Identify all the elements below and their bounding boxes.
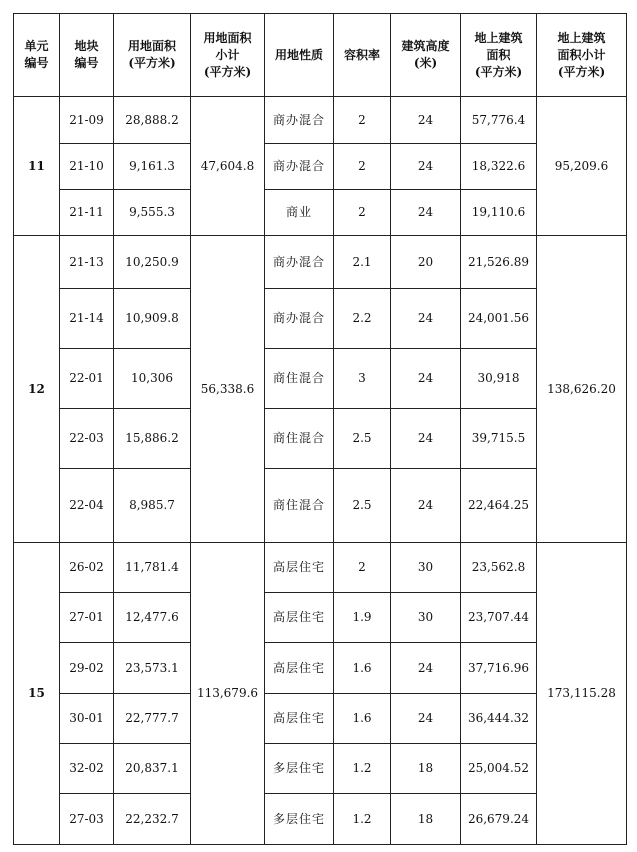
unit-number-cell: 15: [14, 543, 60, 845]
parcel-number-cell: 22-04: [60, 469, 114, 543]
floor-area-cell: 23,562.8: [461, 543, 537, 593]
land-area-cell: 28,888.2: [114, 97, 191, 144]
header-plot-ratio: [334, 14, 391, 97]
land-area-cell: 22,777.7: [114, 694, 191, 744]
floor-area-cell: 23,707.44: [461, 593, 537, 643]
land-area-cell: 23,573.1: [114, 643, 191, 694]
floor-area-cell: 37,716.96: [461, 643, 537, 694]
parcel-number-cell: 21-14: [60, 289, 114, 349]
header-parcel-no: [60, 14, 114, 97]
land-area-cell: 10,306: [114, 349, 191, 409]
header-line: (平方米): [474, 64, 523, 79]
table-row: [14, 593, 627, 643]
header-land-area: [114, 14, 191, 97]
plot-ratio-cell: 2: [334, 97, 391, 144]
table-row: [14, 349, 627, 409]
plot-ratio-cell: 1.6: [334, 643, 391, 694]
header-floor-area: [461, 14, 537, 97]
parcel-number-cell: 29-02: [60, 643, 114, 694]
plot-ratio-cell: 2.2: [334, 289, 391, 349]
land-use-cell: 商业: [265, 190, 334, 236]
parcel-number-cell: 32-02: [60, 744, 114, 794]
parcel-number-cell: 21-13: [60, 236, 114, 289]
building-height-cell: 24: [391, 694, 461, 744]
table-row: [14, 289, 627, 349]
building-height-cell: 30: [391, 593, 461, 643]
land-area-cell: 15,886.2: [114, 409, 191, 469]
building-height-cell: 18: [391, 744, 461, 794]
header-line: 地块: [74, 39, 99, 53]
table-row: [14, 190, 627, 236]
land-area-cell: 9,161.3: [114, 144, 191, 190]
table-row: [14, 543, 627, 593]
floor-area-cell: 22,464.25: [461, 469, 537, 543]
land-use-cell: 商办混合: [265, 236, 334, 289]
header-line: 用地面积: [203, 30, 252, 45]
table-row: [14, 236, 627, 289]
land-area-subtotal-cell: 47,604.8: [191, 97, 265, 236]
building-height-cell: 24: [391, 349, 461, 409]
parcel-number-cell: 26-02: [60, 543, 114, 593]
table-header-row: [14, 14, 627, 97]
land-area-cell: 10,909.8: [114, 289, 191, 349]
land-area-cell: 11,781.4: [114, 543, 191, 593]
building-height-cell: 24: [391, 643, 461, 694]
land-area-cell: 12,477.6: [114, 593, 191, 643]
building-height-cell: 24: [391, 190, 461, 236]
floor-area-cell: 30,918: [461, 349, 537, 409]
table-row: [14, 469, 627, 543]
land-use-cell: 高层住宅: [265, 694, 334, 744]
land-area-subtotal-cell: 56,338.6: [191, 236, 265, 543]
header-line: 面积: [486, 47, 511, 62]
floor-area-cell: 19,110.6: [461, 190, 537, 236]
plot-ratio-cell: 1.2: [334, 744, 391, 794]
parcel-number-cell: 22-03: [60, 409, 114, 469]
plot-ratio-cell: 1.9: [334, 593, 391, 643]
land-use-cell: 高层住宅: [265, 543, 334, 593]
header-line: 用地面积: [127, 39, 176, 53]
header-line: 单元: [24, 39, 49, 53]
table-row: [14, 409, 627, 469]
land-area-cell: 10,250.9: [114, 236, 191, 289]
plot-ratio-cell: 1.2: [334, 794, 391, 845]
building-height-cell: 24: [391, 97, 461, 144]
floor-area-subtotal-cell: 138,626.20: [537, 236, 627, 543]
land-use-cell: 商住混合: [265, 469, 334, 543]
table-row: [14, 744, 627, 794]
header-land-area-subtotal: [191, 14, 265, 97]
floor-area-cell: 36,444.32: [461, 694, 537, 744]
header-floor-area-subtotal: [537, 14, 627, 97]
parcel-number-cell: 30-01: [60, 694, 114, 744]
floor-area-subtotal-cell: 173,115.28: [537, 543, 627, 845]
header-line: 编号: [24, 56, 49, 70]
header-line: 地上建筑: [474, 30, 523, 45]
building-height-cell: 24: [391, 469, 461, 543]
land-area-cell: 8,985.7: [114, 469, 191, 543]
table-row: [14, 643, 627, 694]
header-line: 地上建筑: [557, 30, 606, 45]
header-line: 容积率: [343, 47, 380, 62]
land-area-cell: 9,555.3: [114, 190, 191, 236]
floor-area-cell: 24,001.56: [461, 289, 537, 349]
parcel-number-cell: 27-01: [60, 593, 114, 643]
header-line: 用地性质: [274, 47, 323, 62]
land-use-cell: 商住混合: [265, 409, 334, 469]
floor-area-cell: 26,679.24: [461, 794, 537, 845]
land-use-cell: 高层住宅: [265, 643, 334, 694]
land-use-cell: 多层住宅: [265, 794, 334, 845]
plot-ratio-cell: 2.5: [334, 409, 391, 469]
floor-area-cell: 18,322.6: [461, 144, 537, 190]
building-height-cell: 18: [391, 794, 461, 845]
land-use-cell: 多层住宅: [265, 744, 334, 794]
header-line: (平方米): [557, 64, 606, 79]
header-line: (平方米): [128, 56, 176, 70]
plot-ratio-cell: 1.6: [334, 694, 391, 744]
table-row: [14, 694, 627, 744]
building-height-cell: 20: [391, 236, 461, 289]
land-use-cell: 商办混合: [265, 144, 334, 190]
table-row: [14, 97, 627, 144]
header-line: (米): [413, 56, 438, 70]
header-unit-no: [14, 14, 60, 97]
parcel-number-cell: 21-10: [60, 144, 114, 190]
land-use-cell: 商办混合: [265, 97, 334, 144]
parcel-number-cell: 21-09: [60, 97, 114, 144]
header-line: 小计: [215, 47, 240, 62]
floor-area-cell: 39,715.5: [461, 409, 537, 469]
parcel-number-cell: 21-11: [60, 190, 114, 236]
header-line: 建筑高度: [401, 39, 450, 53]
land-area-cell: 20,837.1: [114, 744, 191, 794]
plot-ratio-cell: 2.5: [334, 469, 391, 543]
plot-ratio-cell: 2: [334, 543, 391, 593]
floor-area-subtotal-cell: 95,209.6: [537, 97, 627, 236]
floor-area-cell: 21,526.89: [461, 236, 537, 289]
header-land-use: [265, 14, 334, 97]
land-area-subtotal-cell: 113,679.6: [191, 543, 265, 845]
header-line: 编号: [74, 56, 99, 70]
plot-ratio-cell: 2: [334, 190, 391, 236]
land-use-cell: 高层住宅: [265, 593, 334, 643]
floor-area-cell: 57,776.4: [461, 97, 537, 144]
plot-ratio-cell: 3: [334, 349, 391, 409]
header-line: 面积小计: [557, 47, 606, 62]
parcel-number-cell: 27-03: [60, 794, 114, 845]
header-building-height: [391, 14, 461, 97]
building-height-cell: 24: [391, 289, 461, 349]
parcel-number-cell: 22-01: [60, 349, 114, 409]
building-height-cell: 30: [391, 543, 461, 593]
plot-ratio-cell: 2.1: [334, 236, 391, 289]
unit-number-cell: 12: [14, 236, 60, 543]
land-use-cell: 商办混合: [265, 289, 334, 349]
table-row: [14, 144, 627, 190]
land-use-cell: 商住混合: [265, 349, 334, 409]
building-height-cell: 24: [391, 144, 461, 190]
unit-number-cell: 11: [14, 97, 60, 236]
plot-ratio-cell: 2: [334, 144, 391, 190]
floor-area-cell: 25,004.52: [461, 744, 537, 794]
land-area-cell: 22,232.7: [114, 794, 191, 845]
land-use-table: [13, 13, 627, 845]
header-line: (平方米): [203, 64, 252, 79]
table-row: [14, 794, 627, 845]
building-height-cell: 24: [391, 409, 461, 469]
